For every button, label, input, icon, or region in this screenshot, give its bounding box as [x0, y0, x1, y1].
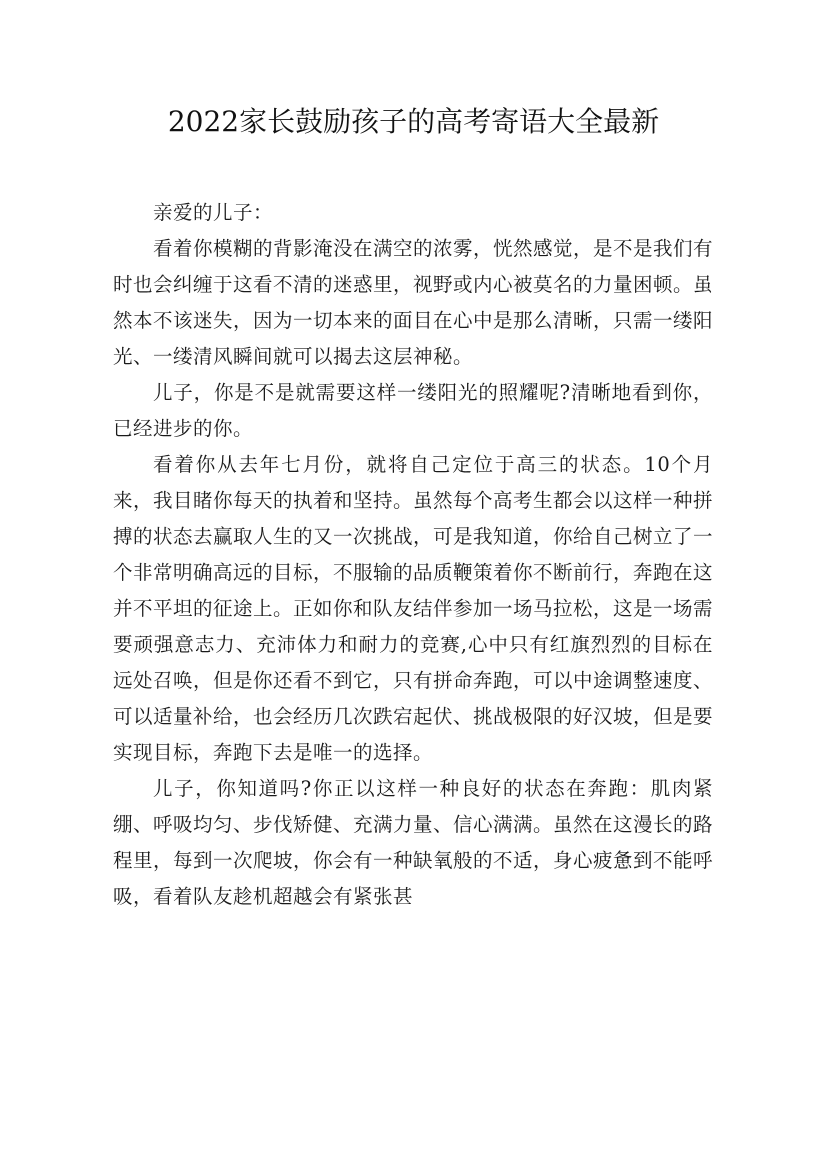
page-title: 2022家长鼓励孩子的高考寄语大全最新: [167, 105, 660, 138]
body-paragraph: 看着你模糊的背影淹没在满空的浓雾，恍然感觉，是不是我们有时也会纠缠于这看不清的迷惑里，视野或内心被莫名的力量困顿。虽然本不该迷失，因为一切本来的面目在心中是那么清晰，只需一缕阳光、一缕清风瞬间就可以揭去这层神秘。: [113, 237, 714, 368]
body-paragraph: 儿子，你是不是就需要这样一缕阳光的照耀呢?清晰地看到你，已经进步的你。: [113, 381, 713, 440]
document-body: [113, 195, 713, 915]
body-paragraph: 儿子，你知道吗?你正以这样一种良好的状态在奔跑：肌肉紧绷、呼吸均匀、步伐矫健、充满力量、信心满满。虽然在这漫长的路程里，每到一次爬坡，你会有一种缺氧般的不适，身心疲惫到不能呼吸，看着队友趁机超越会有紧张甚: [113, 777, 714, 908]
body-paragraph: 看着你从去年七月份，就将自己定位于高三的状态。10个月来，我目睹你每天的执着和坚持。虽然每个高考生都会以这样一种拼搏的状态去赢取人生的又一次挑战，可是我知道，你给自己树立了一个非常明确高远的目标，不服输的品质鞭策着你不断前行，奔跑在这并不平坦的征途上。正如你和队友结伴参加一场马拉松，这是一场需要顽强意志力、充沛体力和耐力的竞赛,心中只有红旗烈烈的目标在远处召唤，但是你还看不到它，只有拼命奔跑，可以中途调整速度、可以适量补给，也会经历几次跌宕起伏、挑战极限的好汉坡，但是要实现目标，奔跑下去是唯一的选择。: [113, 453, 714, 764]
salutation-paragraph: 亲爱的儿子：: [152, 201, 273, 224]
